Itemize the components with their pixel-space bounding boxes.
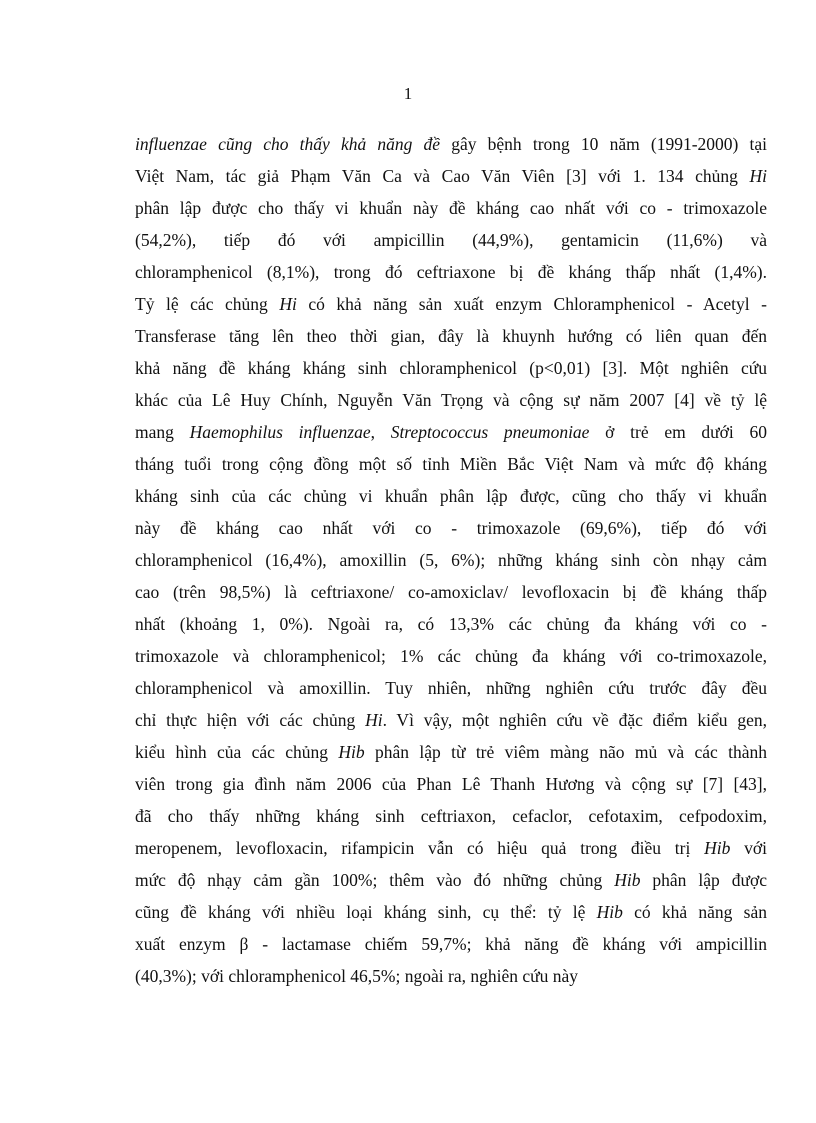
text-run: kiểu hình của các chủng [135,742,339,762]
text-run: chỉ thực hiện với các chủng [135,710,366,730]
page-number: 1 [403,84,413,103]
italic-text-run: Haemophilus influenzae [189,422,371,442]
text-line [135,416,767,448]
text-run: mức độ nhạy cảm gần 100%; thêm vào đó những chủng [135,870,615,890]
text-line [135,224,767,256]
text-run: meropenem, levofloxacin, rifampicin vẫn có hiệu quả trong điều trị [135,838,705,858]
italic-text-run: Hib [614,870,641,890]
text-line [135,704,767,736]
text-line [135,608,767,640]
text-run: mang [135,422,190,442]
text-run: chloramphenicol (16,4%), amoxillin (5, 6%); những kháng sinh còn nhạy cảm [135,550,767,570]
text-run: , [370,422,391,442]
text-run: đã cho thấy những kháng sinh ceftriaxon, cefaclor, cefotaxim, cefpodoxim, [135,806,767,826]
text-line [135,864,767,896]
text-run: xuất enzym β - lactamase chiếm 59,7%; khả năng đề kháng với ampicillin [135,934,767,954]
text-line [135,544,767,576]
text-run: ở trẻ em dưới 60 [589,422,767,442]
text-run: này đề kháng cao nhất với co - trimoxazole (69,6%), tiếp đó với [135,518,767,538]
text-run: gây bệnh trong 10 năm (1991-2000) tại [440,134,767,154]
text-run: phân lập được [640,870,768,890]
italic-text-run: Hib [704,838,731,858]
text-run: với [730,838,767,858]
text-line [135,512,767,544]
text-run: cao (trên 98,5%) là ceftriaxone/ co-amoxiclav/ levofloxacin bị đề kháng thấp [135,582,767,602]
text-line [135,928,767,960]
text-line [135,192,767,224]
text-run: Tỷ lệ các chủng [135,294,280,314]
text-run: nhất (khoảng 1, 0%). Ngoài ra, có 13,3% các chủng đa kháng với co - [135,614,767,634]
text-run: trimoxazole và chloramphenicol; 1% các chủng đa kháng với co-trimoxazole, [135,646,767,666]
text-run: . Vì vậy, một nghiên cứu về đặc điểm kiểu gen, [382,710,767,730]
text-run: có khả năng sản [622,902,767,922]
text-run: (54,2%), tiếp đó với ampicillin (44,9%), gentamicin (11,6%) và [135,230,767,250]
text-run: phân lập được cho thấy vi khuẩn này đề kháng cao nhất với co - trimoxazole [135,198,767,218]
text-line [135,576,767,608]
text-line [135,352,767,384]
text-line [135,480,767,512]
text-run: khác của Lê Huy Chính, Nguyễn Văn Trọng và cộng sự năm 2007 [4] về tỷ lệ [135,390,767,410]
text-run: Việt Nam, tác giả Phạm Văn Ca và Cao Văn Viên [3] với 1. 134 chủng [135,166,750,186]
text-run: (40,3%); với chloramphenicol 46,5%; ngoài ra, nghiên cứu này [135,966,578,986]
text-line [135,768,767,800]
text-run: cũng đề kháng với nhiều loại kháng sinh, cụ thể: tỷ lệ [135,902,597,922]
body-paragraph [135,128,767,992]
italic-text-run: Hi [749,166,767,186]
text-line [135,800,767,832]
text-line [135,320,767,352]
italic-text-run: Hi [279,294,297,314]
italic-text-run: influenzae cũng cho thấy khả năng đề [135,134,441,154]
text-line [135,736,767,768]
text-run: viên trong gia đình năm 2006 của Phan Lê Thanh Hương và cộng sự [7] [43], [135,774,767,794]
text-line [135,288,767,320]
text-line [135,256,767,288]
text-run: khả năng đề kháng kháng sinh chloramphenicol (p<0,01) [3]. Một nghiên cứu [135,358,767,378]
italic-text-run: Hib [338,742,365,762]
text-line [135,128,767,160]
text-run: chloramphenicol và amoxillin. Tuy nhiên, những nghiên cứu trước đây đều [135,678,767,698]
text-run: phân lập từ trẻ viêm màng não mủ và các thành [364,742,767,762]
text-line [135,960,767,992]
text-run: chloramphenicol (8,1%), trong đó ceftriaxone bị đề kháng thấp nhất (1,4%). [135,262,767,282]
text-run: kháng sinh của các chủng vi khuẩn phân lập được, cũng cho thấy vi khuẩn [135,486,767,506]
text-run: Transferase tăng lên theo thời gian, đây là khuynh hướng có liên quan đến [135,326,767,346]
italic-text-run: Hi [365,710,383,730]
text-line [135,672,767,704]
text-line [135,640,767,672]
text-line [135,160,767,192]
text-line [135,832,767,864]
text-line [135,384,767,416]
italic-text-run: Streptococcus pneumoniae [390,422,590,442]
text-run: có khả năng sản xuất enzym Chloramphenicol - Acetyl - [296,294,767,314]
text-line [135,896,767,928]
text-run: tháng tuổi trong cộng đồng một số tỉnh Miền Bắc Việt Nam và mức độ kháng [135,454,767,474]
text-line [135,448,767,480]
italic-text-run: Hib [596,902,623,922]
